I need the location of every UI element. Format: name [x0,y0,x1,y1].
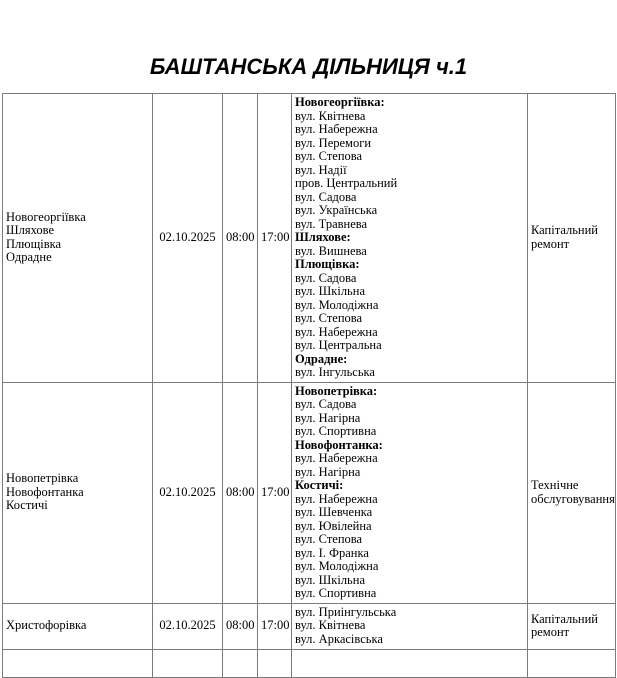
street-line: вул. Набережна [295,324,378,339]
streets-cell [292,603,528,649]
streets-cell [292,94,528,383]
village-header: Одрадне: [295,351,348,366]
work-type-cell: Капітальний ремонт [528,94,616,383]
street-line: вул. Спортивна [295,424,377,438]
empty-cell [258,649,292,677]
village-name: Плющівка [6,236,62,251]
village-header: Плющівка: [295,257,360,271]
street-line: вул. Перемоги [295,135,372,150]
street-line: вул. Шевченка [295,505,373,519]
villages-cell [3,603,153,649]
street-line: вул. Шкільна [295,284,365,298]
street-line: вул. Молодіжна [295,297,379,312]
village-name: Костичі [6,498,48,513]
end-time-cell: 17:00 [258,382,292,603]
schedule-table-body [3,94,616,678]
empty-cell [528,649,616,677]
street-line: вул. Садова [295,397,357,411]
street-line: вул. Нагірна [295,410,361,425]
street-line: вул. Квітнева [295,108,366,123]
street-line: вул. Набережна [295,491,378,506]
street-line: вул. Ювілейна [295,518,372,533]
street-line: вул. Молодіжна [295,559,379,573]
village-name: Одрадне [6,250,52,265]
empty-cell [153,649,223,677]
street-line: вул. Степова [295,149,363,163]
date-cell: 02.10.2025 [153,94,223,383]
village-header: Новогеоргіївка: [295,95,385,109]
street-line: вул. Садова [295,189,357,204]
street-line: вул. Інгульська [295,365,375,379]
street-line: вул. Аркасівська [295,631,383,646]
table-row [3,94,616,383]
work-type-cell: Капітальний ремонт [528,603,616,649]
street-line: вул. Степова [295,532,363,546]
start-time-cell: 08:00 [223,382,258,603]
date-cell: 02.10.2025 [153,603,223,649]
street-line: вул. Вишнева [295,243,367,258]
street-line: вул. Шкільна [295,572,365,587]
village-name: Христофорівка [6,618,87,633]
villages-cell [3,382,153,603]
street-line: вул. Садова [295,270,357,285]
page-title: БАШТАНСЬКА ДІЛЬНИЦЯ ч.1 [149,54,468,79]
street-line: вул. І. Франка [295,545,369,560]
street-line: вул. Набережна [295,451,378,465]
empty-cell [292,649,528,677]
street-line: пров. Центральний [295,176,398,190]
street-line: вул. Травнева [295,216,368,231]
empty-cell [3,649,153,677]
street-line: вул. Надії [295,162,347,177]
work-type-cell: Технічне обслуговування [528,382,616,603]
start-time-cell: 08:00 [223,603,258,649]
village-name: Новофонтанка [6,484,84,499]
start-time-cell: 08:00 [223,94,258,383]
village-header: Новофонтанка: [295,437,383,452]
street-line: вул. Центральна [295,338,382,352]
street-line: вул. Українська [295,203,378,217]
table-row [3,603,616,649]
village-header: Костичі: [295,478,344,492]
table-row [3,382,616,603]
street-line: вул. Нагірна [295,464,361,479]
villages-cell [3,94,153,383]
streets-cell [292,382,528,603]
table-row-clipped [3,649,616,677]
street-line: вул. Набережна [295,122,378,136]
street-line: вул. Спортивна [295,586,377,600]
street-line: вул. Квітнева [295,618,366,633]
street-line: вул. Степова [295,311,363,325]
village-header: Новопетрівка: [295,383,378,398]
village-name: Новогеоргіївка [6,209,86,224]
outage-schedule-table [2,93,616,678]
end-time-cell: 17:00 [258,94,292,383]
end-time-cell: 17:00 [258,603,292,649]
village-name: Новопетрівка [6,471,79,486]
village-header: Шляхове: [295,230,351,244]
date-cell: 02.10.2025 [153,382,223,603]
village-name: Шляхове [6,223,54,238]
empty-cell [223,649,258,677]
street-line: вул. Приінгульська [295,604,397,619]
